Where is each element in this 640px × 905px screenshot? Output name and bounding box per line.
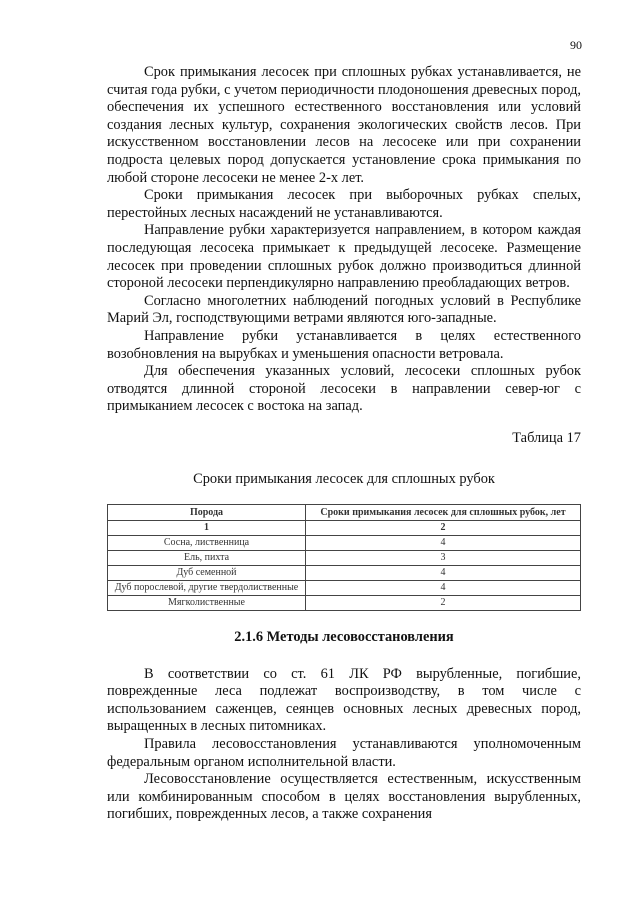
paragraph: Для обеспечения указанных условий, лесосеки сплошных рубок отводятся длинной стороной лесосеки в направлении север-юг с примыканием лесосек с востока на запад. [107, 363, 581, 415]
table-cell-years: 4 [306, 536, 581, 551]
table-column-number-row [108, 521, 581, 536]
paragraph: Направление рубки устанавливается в целях естественного возобновления на вырубках и уменьшения опасности ветровала. [107, 327, 581, 362]
table-header-cell: Порода [108, 505, 306, 521]
table-header-cell: Сроки примыкания лесосек для сплошных рубок, лет [306, 505, 581, 521]
table-cell: 1 [108, 521, 306, 536]
table-cell-breed: Сосна, лиственница [108, 536, 306, 551]
table-cell-years: 2 [306, 596, 581, 611]
section-body [107, 666, 581, 824]
table-header-row [108, 505, 581, 521]
paragraph: В соответствии со ст. 61 ЛК РФ вырубленные, погибшие, поврежденные леса подлежат воспроизводству, в том числе с использованием саженцев, сеянцев основных лесных древесных пород, выращенных в лесных питомниках. [107, 665, 581, 735]
paragraph: Срок примыкания лесосек при сплошных рубках устанавливается, не считая года рубки, с учетом периодичности плодоношения древесных пород, обеспечения их успешного естественного восстановления или условий создания лесных культур, сохранения экологических свойств лесов. При искусственном восстановлении лесов на лесосеке или при сохранении подроста целевых пород допускается установление срока примыкания по любой стороне лесосеки не менее 2-х лет. [107, 64, 581, 186]
paragraph: Лесовосстановление осуществляется естественным, искусственным или комбинированным способом в целях восстановления вырубленных, погибших, поврежденных лесов, а также сохранения [107, 771, 581, 823]
document-body [107, 64, 581, 824]
table-cell-years: 3 [306, 551, 581, 566]
table-cell: 2 [306, 521, 581, 536]
table-container [107, 504, 581, 611]
table-cell-breed: Ель, пихта [108, 551, 306, 566]
table-cell-years: 4 [306, 566, 581, 581]
paragraph: Согласно многолетних наблюдений погодных условий в Республике Марий Эл, господствующими ветрами являются юго-западные. [107, 292, 581, 327]
paragraph: Правила лесовосстановления устанавливаются уполномоченным федеральным органом исполнительной власти. [107, 736, 581, 770]
table-cell-breed: Мягколиственные [108, 596, 306, 611]
table-cell-breed: Дуб порослевой, другие твердолиственные [108, 581, 306, 596]
table-row [108, 536, 581, 551]
table-cell-years: 4 [306, 581, 581, 596]
page-number: 90 [570, 38, 582, 52]
table-row [108, 581, 581, 596]
table-row [108, 566, 581, 581]
paragraph: Сроки примыкания лесосек при выборочных рубках спелых, перестойных лесных насаждений не устанавливаются. [107, 187, 581, 221]
paragraph: Направление рубки характеризуется направлением, в котором каждая последующая лесосека примыкает к предыдущей лесосеке. Размещение лесосек при проведении сплошных рубок должно производиться длинной стороной лесосеки перпендикулярно направлению преобладающих ветров. [107, 222, 581, 292]
table-row [108, 596, 581, 611]
felling-terms-table [107, 504, 581, 611]
table-cell-breed: Дуб семенной [108, 566, 306, 581]
table-label: Таблица 17 [512, 429, 581, 446]
table-row [108, 551, 581, 566]
table-title: Сроки примыкания лесосек для сплошных рубок [193, 471, 495, 488]
section-heading: 2.1.6 Методы лесовосстановления [234, 629, 454, 646]
